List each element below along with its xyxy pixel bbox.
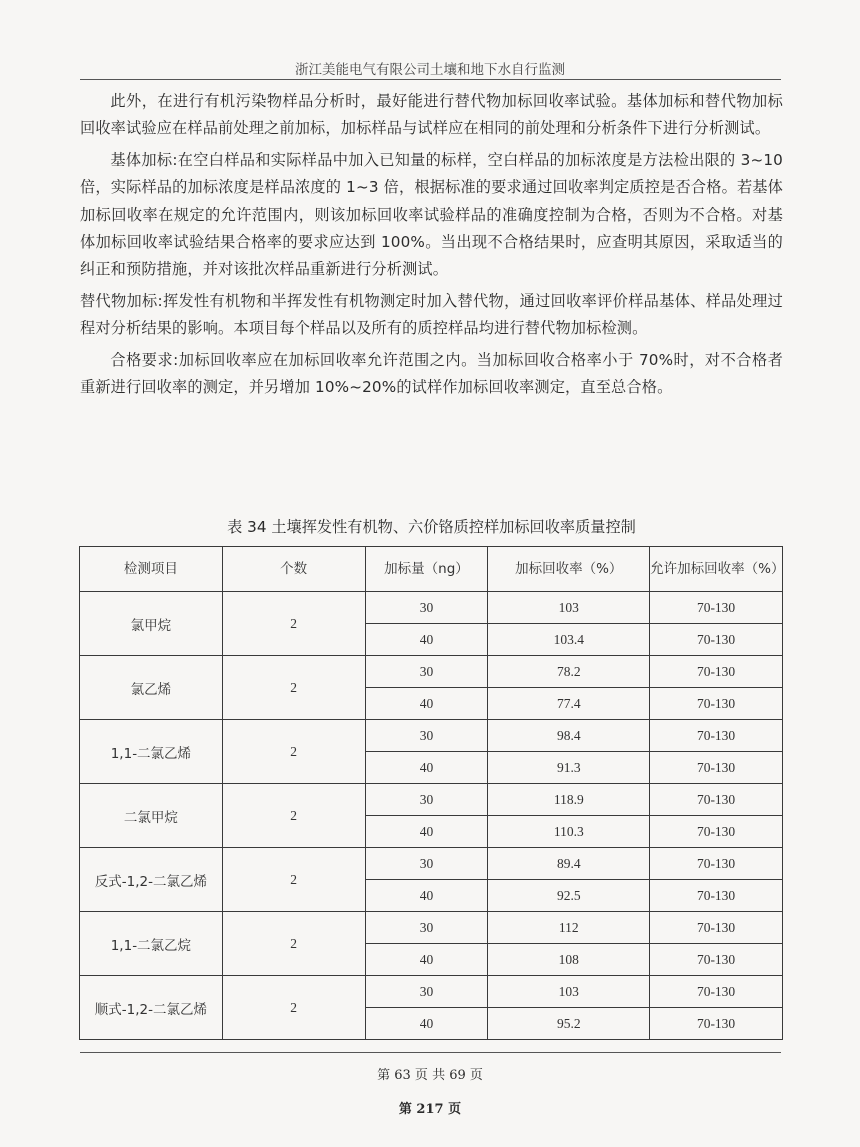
allowed-range: 70-130: [650, 944, 783, 976]
allowed-range: 70-130: [650, 688, 783, 720]
analyte-name: 氯甲烷: [80, 592, 223, 656]
allowed-range: 70-130: [650, 816, 783, 848]
spike-amount: 40: [365, 752, 488, 784]
qc-recovery-table: [79, 546, 783, 1040]
recovery-value: 89.4: [488, 848, 650, 880]
allowed-range: 70-130: [650, 880, 783, 912]
allowed-range: 70-130: [650, 912, 783, 944]
recovery-value: 103: [488, 976, 650, 1008]
analyte-name: 1,1-二氯乙烷: [80, 912, 223, 976]
recovery-value: 78.2: [488, 656, 650, 688]
spike-amount: 40: [365, 816, 488, 848]
spike-amount: 40: [365, 688, 488, 720]
spike-amount: 30: [365, 784, 488, 816]
spike-amount: 30: [365, 592, 488, 624]
sample-count: 2: [222, 912, 365, 976]
allowed-range: 70-130: [650, 656, 783, 688]
sample-count: 2: [222, 976, 365, 1040]
analyte-name: 氯乙烯: [80, 656, 223, 720]
table-header-row: [80, 547, 783, 592]
paragraph-acceptance-criteria: 合格要求:加标回收率应在加标回收率允许范围之内。当加标回收合格率小于 70%时，对不合格者重新进行回收率的测定，并另增加 10%~20%的试样作加标回收率测定，直至总合格。: [80, 350, 783, 397]
header-recovery: 加标回收率（%）: [488, 547, 650, 592]
header-spike-amount: 加标量（ng）: [365, 547, 488, 592]
table-row: [80, 592, 783, 624]
allowed-range: 70-130: [650, 1008, 783, 1040]
table-caption: 表 34 土壤挥发性有机物、六价铬质控样加标回收率质量控制: [227, 518, 636, 536]
body-text: [80, 88, 783, 405]
analyte-name: 顺式-1,2-二氯乙烯: [80, 976, 223, 1040]
analyte-name: 1,1-二氯乙烯: [80, 720, 223, 784]
header-count: 个数: [222, 547, 365, 592]
allowed-range: 70-130: [650, 752, 783, 784]
recovery-value: 98.4: [488, 720, 650, 752]
spike-amount: 30: [365, 720, 488, 752]
recovery-value: 110.3: [488, 816, 650, 848]
page-header: 浙江美能电气有限公司土壤和地下水自行监测: [295, 62, 565, 78]
recovery-value: 95.2: [488, 1008, 650, 1040]
allowed-range: 70-130: [650, 784, 783, 816]
recovery-value: 92.5: [488, 880, 650, 912]
allowed-range: 70-130: [650, 624, 783, 656]
sample-count: 2: [222, 656, 365, 720]
spike-amount: 40: [365, 880, 488, 912]
header-allowed-recovery: 允许加标回收率（%）: [650, 547, 783, 592]
table-row: [80, 976, 783, 1008]
analyte-name: 反式-1,2-二氯乙烯: [80, 848, 223, 912]
paragraph-surrogate-spike: 替代物加标:挥发性有机物和半挥发性有机物测定时加入替代物，通过回收率评价样品基体、样品处理过程对分析结果的影响。本项目每个样品以及所有的质控样品均进行替代物加标检测。: [80, 291, 783, 338]
table-row: [80, 848, 783, 880]
allowed-range: 70-130: [650, 592, 783, 624]
sample-count: 2: [222, 848, 365, 912]
spike-amount: 40: [365, 1008, 488, 1040]
allowed-range: 70-130: [650, 720, 783, 752]
allowed-range: 70-130: [650, 976, 783, 1008]
recovery-value: 103.4: [488, 624, 650, 656]
spike-amount: 30: [365, 656, 488, 688]
recovery-value: 118.9: [488, 784, 650, 816]
analyte-name: 二氯甲烷: [80, 784, 223, 848]
table-row: [80, 720, 783, 752]
sample-count: 2: [222, 592, 365, 656]
paragraph-spike-recovery-intro: 此外，在进行有机污染物样品分析时，最好能进行替代物加标回收率试验。基体加标和替代物加标回收率试验应在样品前处理之前加标，加标样品与试样应在相同的前处理和分析条件下进行分析测试。: [80, 92, 783, 138]
overall-page-number: 第 217 页: [398, 1102, 462, 1117]
recovery-value: 91.3: [488, 752, 650, 784]
footer-divider: [80, 1052, 781, 1053]
allowed-range: 70-130: [650, 848, 783, 880]
recovery-value: 103: [488, 592, 650, 624]
table-row: [80, 912, 783, 944]
spike-amount: 30: [365, 912, 488, 944]
spike-amount: 30: [365, 848, 488, 880]
header-item: 检测项目: [80, 547, 223, 592]
table-row: [80, 784, 783, 816]
page-number: 第 63 页 共 69 页: [377, 1068, 483, 1083]
spike-amount: 30: [365, 976, 488, 1008]
spike-amount: 40: [365, 624, 488, 656]
spike-amount: 40: [365, 944, 488, 976]
header-divider: [80, 79, 781, 80]
paragraph-matrix-spike: 基体加标:在空白样品和实际样品中加入已知量的标样，空白样品的加标浓度是方法检出限的 3~10 倍，实际样品的加标浓度是样品浓度的 1~3 倍，根据标准的要求通过回收率判定质控是否合格。若基体加标回收率在规定的允许范围内，则该加标回收率试验样品的准确度控制为合格，否则为不合格。对基体加标回收率试验结果合格率的要求应达到 100%。当出现不合格结果时，应查明其原因，采取适当的纠正和预防措施，并对该批次样品重新进行分析测试。: [80, 150, 783, 279]
recovery-value: 108: [488, 944, 650, 976]
sample-count: 2: [222, 720, 365, 784]
recovery-value: 77.4: [488, 688, 650, 720]
recovery-value: 112: [488, 912, 650, 944]
table-row: [80, 656, 783, 688]
sample-count: 2: [222, 784, 365, 848]
